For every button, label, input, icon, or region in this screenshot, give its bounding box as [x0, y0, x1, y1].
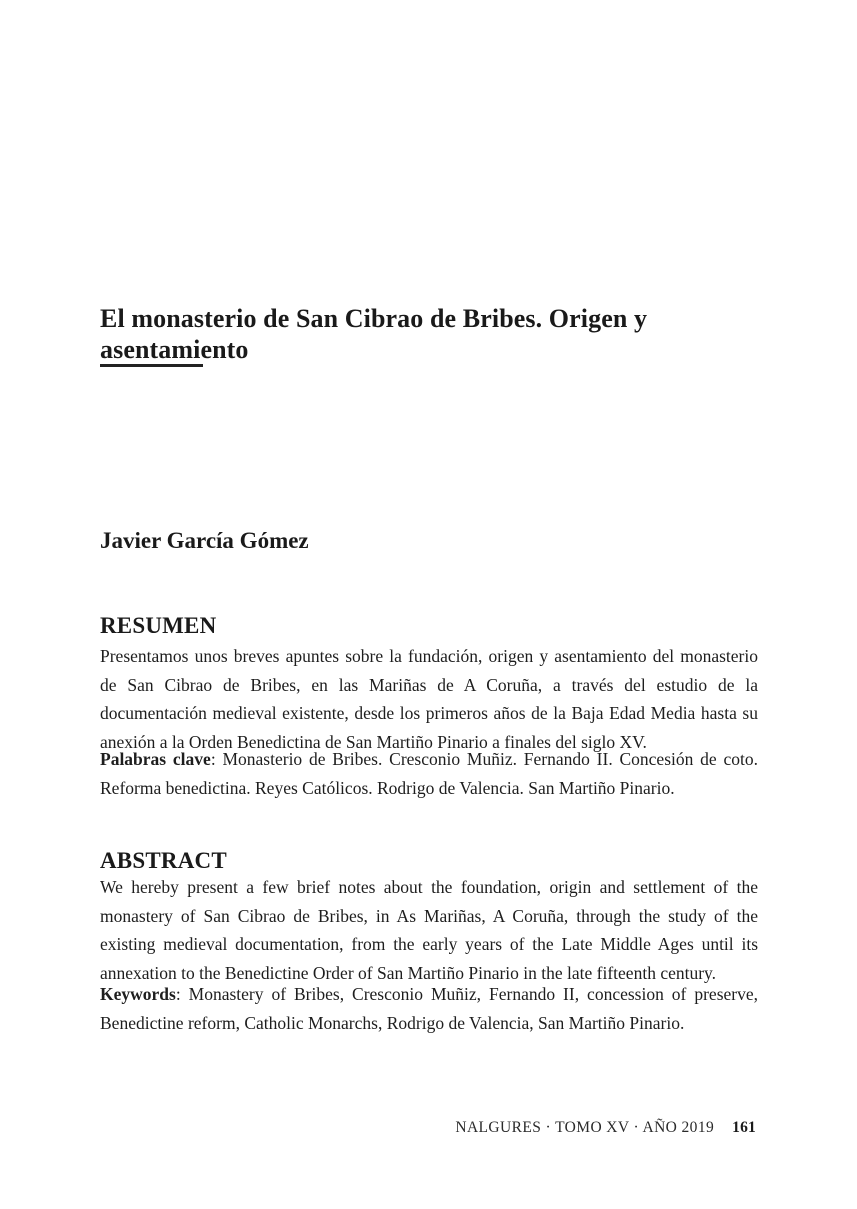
palabras-clave-label: Palabras clave [100, 749, 211, 769]
page-number: 161 [732, 1119, 756, 1136]
page-title: El monasterio de San Cibrao de Bribes. Origen y asentamiento [100, 304, 648, 365]
page-footer [455, 1119, 756, 1137]
journal-line: NALGURES · TOMO XV · AÑO 2019 [455, 1119, 715, 1136]
keywords-label: Keywords [100, 984, 176, 1004]
resumen-heading: RESUMEN [100, 613, 217, 639]
abstract-body: We hereby present a few brief notes about the foundation, origin and settlement of the monastery of San Cibrao de Bribes, in As Mariñas, A Coruña, through the study of the existing medieval documentation, from the early years of the Late Middle Ages until its annexation to the Benedictine Order of San Martiño Pinario in the late fifteenth century. [100, 877, 758, 983]
title-rule [100, 364, 203, 367]
resumen-body: Presentamos unos breves apuntes sobre la fundación, origen y asentamiento del monasterio de San Cibrao de Bribes, en las Mariñas de A Coruña, a través del estudio de la documentación medieval existente, desde los primeros años de la Baja Edad Media hasta su anexión a la Orden Benedictina de San Martiño Pinario a finales del siglo XV. [100, 646, 758, 752]
palabras-clave [100, 745, 758, 802]
palabras-clave-text: : Monasterio de Bribes. Cresconio Muñiz. Fernando II. Concesión de coto. Reforma benedictina. Reyes Católicos. Rodrigo de Valencia. San Martiño Pinario. [100, 749, 758, 798]
keywords [100, 980, 758, 1037]
author-name: Javier García Gómez [100, 528, 309, 553]
keywords-text: : Monastery of Bribes, Cresconio Muñiz, Fernando II, concession of preserve, Benedictine reform, Catholic Monarchs, Rodrigo de Valencia, San Martiño Pinario. [100, 984, 758, 1033]
abstract-heading: ABSTRACT [100, 848, 227, 874]
